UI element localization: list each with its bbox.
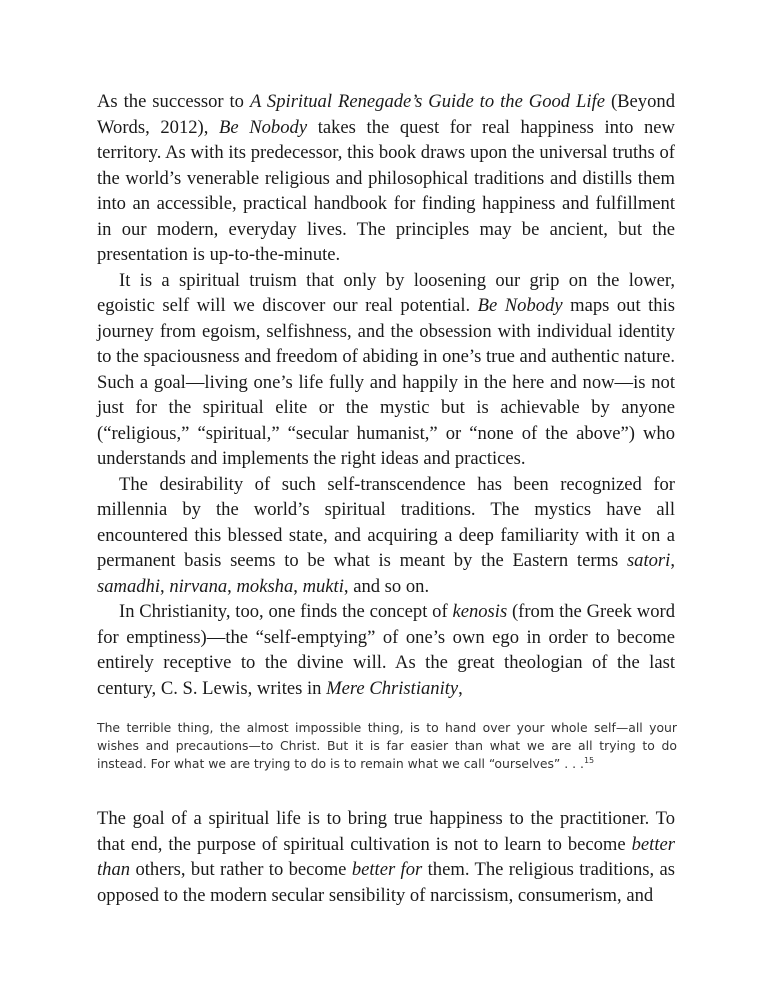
eastern-term: satori (626, 550, 671, 571)
paragraph-kenosis (97, 599, 675, 701)
eastern-term: mukti (302, 575, 344, 597)
paragraph-successor (97, 89, 675, 268)
paragraph-text: It is a spiritual truism that only by loosening our grip on the lower, egoistic self will we discover our real potential. (97, 269, 675, 316)
paragraph-text: (from the Greek word for emptiness)—the “self-emptying” of one’s own ego in order to become entirely receptive to the divine will. As the great theologian of the last century, C. S. Lewis, writes in (97, 601, 675, 699)
paragraph-self-transcendence (97, 472, 675, 600)
separator: , (227, 575, 237, 597)
emphasis: better than (97, 833, 675, 880)
footnote-reference[interactable]: 15 (583, 755, 595, 765)
paragraph-text: takes the quest for real happiness into new territory. As with its predecessor, this book draws upon the universal truths of the world’s venerable religious and philosophical traditions and distills them into an accessible, practical handbook for finding happiness and fulfillment in our modern, everyday lives. The principles may be ancient, but the presentation is up-to-the-minute. (97, 116, 675, 265)
paragraph-text: The goal of a spiritual life is to bring true happiness to the practitioner. To that end, the purpose of spiritual cultivation is not to learn to become (97, 808, 675, 855)
eastern-term: moksha (236, 575, 294, 597)
separator: , (293, 575, 303, 597)
body-text-upper (97, 89, 675, 701)
paragraph-text: The desirability of such self-transcendence has been recognized for millennia by the world’s spiritual traditions. The mystics have all encountered this blessed state, and acquiring a deep familiarity with it on a permanent basis seems to be what is meant by the Eastern terms (97, 473, 675, 571)
body-text-lower (97, 806, 675, 908)
paragraph-text: , (458, 677, 463, 699)
book-title-italic: A Spiritual Renegade’s Guide to the Good Life (249, 91, 605, 112)
paragraph-text: As the successor to (97, 91, 250, 112)
book-title-italic: Mere Christianity (326, 677, 459, 699)
paragraph-text: (Beyond Words, 2012), (97, 91, 675, 138)
emphasis: better for (351, 859, 423, 880)
greek-term: kenosis (452, 601, 508, 622)
paragraph-goal (97, 806, 675, 908)
book-title-italic: Be Nobody (219, 116, 308, 138)
eastern-term: nirvana (169, 575, 228, 597)
book-title-italic: Be Nobody (477, 295, 563, 316)
quote-text: The terrible thing, the almost impossible thing, is to hand over your whole self—all your wishes and precautions—to Christ. But it is far easier than what we are all trying to do instead. For what we are trying to do is to remain what we call “ourselves” . . . (97, 720, 677, 771)
separator: , (670, 550, 675, 571)
paragraph-text: them. The religious traditions, as opposed to the modern secular sensibility of narcissism, consumerism, and (97, 859, 675, 906)
paragraph-text: others, but rather to become (130, 859, 352, 880)
separator: , (160, 575, 170, 597)
paragraph-text: , and so on. (343, 575, 430, 597)
paragraph-text: In Christianity, too, one finds the concept of (119, 601, 453, 622)
paragraph-text: maps out this journey from egoism, selfishness, and the obsession with individual identity to the spaciousness and freedom of abiding in one’s true and authentic nature. Such a goal—living one’s life fully and happily in the here and now—is not just for the spiritual elite or the mystic but is achievable by anyone (“religious,” “spiritual,” “secular humanist,” or “none of the above”) who understands and implements the right ideas and practices. (97, 295, 676, 469)
paragraph-truism (97, 268, 675, 472)
eastern-term: samadhi (97, 575, 161, 597)
block-quote (97, 719, 677, 773)
